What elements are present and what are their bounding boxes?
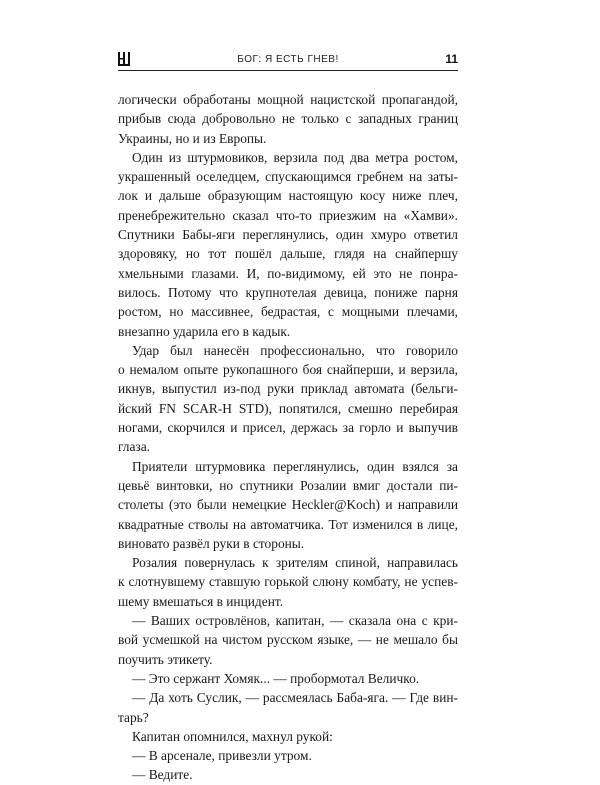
text-line: — В арсенале, привезли утром.	[132, 748, 312, 764]
text-line: лок и дальше образующим настоящую косу ниже плеч,	[118, 188, 458, 204]
paragraph	[118, 688, 458, 727]
text-line: к слотнувшему ставшую горькой слюну комбату, не успев-	[118, 574, 458, 590]
text-line: украшенный оселедцем, спускающимся гребнем на заты-	[118, 169, 458, 185]
text-line: Украины, но и из Европы.	[118, 130, 267, 146]
text-line: о немалом опыте рукопашного боя снайперши, и верзила,	[118, 362, 458, 378]
paragraph	[118, 727, 458, 746]
text-line: внезапно ударила его в кадык.	[118, 323, 291, 339]
text-line: — Ваших островлёнов, капитан, — сказала она с кри-	[132, 613, 458, 629]
text-line: йский FN SCAR-H STD), попятился, смешно перебирая	[118, 400, 458, 416]
text-line: прибыв сюда добровольно не только с западных границ	[118, 111, 458, 127]
text-line: шему вмешаться в инцидент.	[118, 593, 284, 609]
paragraph	[118, 765, 458, 784]
page-header	[118, 50, 458, 72]
text-line: ростом, но массивнее, бедрастая, с мощными плечами,	[118, 304, 458, 320]
text-line: — Ведите.	[132, 767, 193, 783]
running-title: БОГ: Я ЕСТЬ ГНЕВ!	[237, 54, 339, 65]
text-line: Капитан опомнился, махнул рукой:	[132, 728, 333, 744]
body-text	[118, 90, 458, 785]
header-rule	[118, 70, 458, 71]
paragraph	[118, 746, 458, 765]
text-line: логически обработаны мощной нацистской пропагандой,	[118, 92, 458, 107]
paragraph	[118, 553, 458, 611]
text-line: икнув, выпустил из-под руки приклад автомата (бельги-	[118, 381, 458, 397]
text-line: Спутники Бабы-яги переглянулись, один хмуро ответил	[118, 227, 458, 243]
text-line: цевьё винтовки, но спутники Розалии вмиг достали пи-	[118, 477, 458, 493]
text-line: квадратные стволы на автоматчика. Тот изменился в лице,	[118, 516, 458, 532]
text-line: — Это сержант Хомяк... — пробормотал Величко.	[132, 670, 420, 686]
text-line: столеты (это были немецкие Heckler@Koch) и направили	[118, 497, 458, 513]
text-line: вилось. Потому что крупнотелая девица, пониже парня	[118, 284, 458, 300]
text-line: ногами, скорчился и присел, держась за горло и выпучив	[118, 420, 458, 436]
text-line: вой усмешкой на чистом русском языке, — не мешало бы	[118, 632, 458, 648]
text-line: глаза.	[118, 439, 151, 455]
text-line: пренебрежительно сказал что-то приезжим на «Хамви».	[118, 207, 458, 223]
paragraph	[118, 341, 458, 457]
text-line: здоровяку, но тот пошёл дальше, глядя на снайпершу	[118, 246, 458, 262]
text-line: хмельными глазами. И, по-видимому, ей это не понра-	[118, 265, 458, 281]
paragraph	[118, 457, 458, 553]
text-line: виновато развёл руки в стороны.	[118, 535, 305, 551]
paragraph	[118, 90, 458, 148]
text-line: Один из штурмовиков, верзила под два метра ростом,	[132, 149, 458, 165]
paragraph	[118, 669, 458, 688]
text-line: поучить этикету.	[118, 651, 213, 667]
paragraph	[118, 148, 458, 341]
text-line: Удар был нанесён профессионально, что говорило	[132, 342, 458, 358]
page-number: 11	[445, 52, 458, 66]
text-line: — Да хоть Суслик, — рассмеялась Баба-яга. — Где вин-	[132, 690, 458, 706]
paragraph	[118, 611, 458, 669]
text-line: Приятели штурмовика переглянулись, один взялся за	[132, 458, 458, 474]
text-line: Розалия повернулась к зрителям спиной, направилась	[132, 555, 458, 571]
text-line: тарь?	[118, 709, 149, 725]
